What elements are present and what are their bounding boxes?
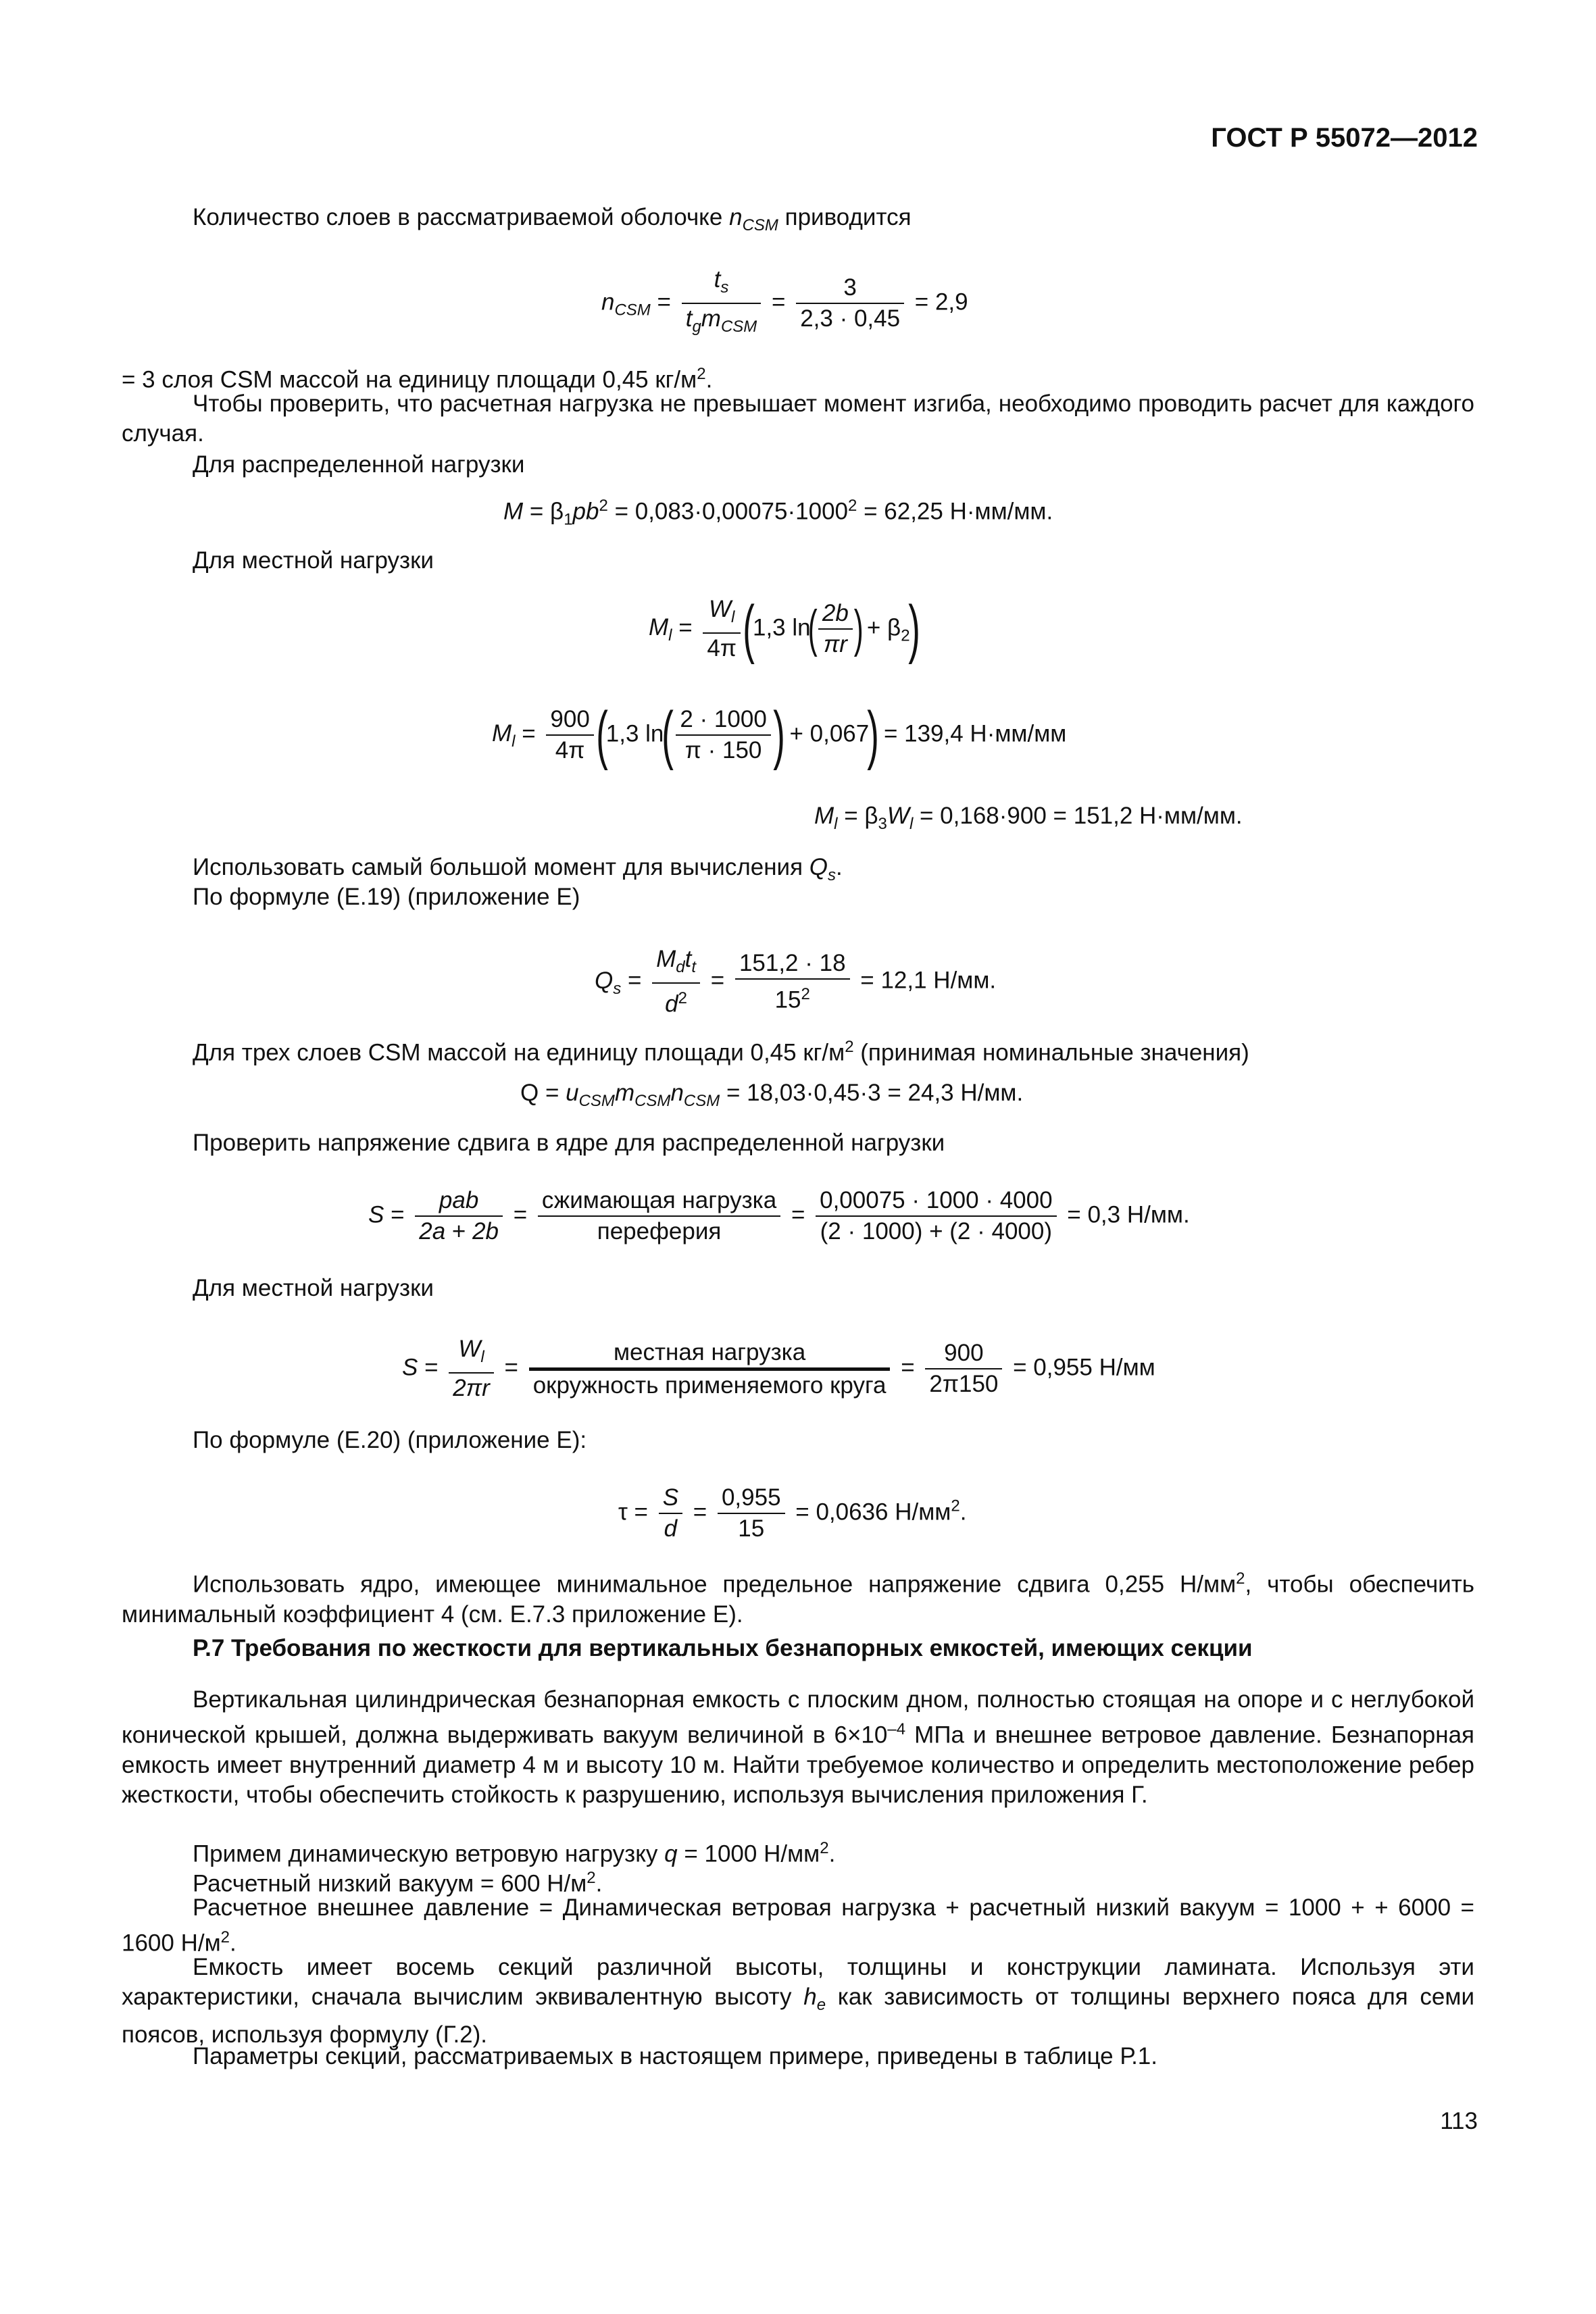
equation-qs: $Q_s$ = $M_dt_t$ $d^2$ = $\frac{151,2 \cdot 18}{15^2}$ = 12,1 Н/мм.: [595, 946, 997, 1017]
paragraph-local: Для местной нагрузки: [193, 547, 434, 574]
paragraph-wind-load: Примем динамическую ветровую нагрузку q = 1000 $Н/мм^2$.: [193, 1839, 836, 1867]
paragraph-formula-e19: По формуле (Е.19) (приложение Е): [193, 884, 580, 910]
paragraph-distributed: Для распределенной нагрузки: [193, 451, 525, 478]
paragraph-largest-moment: Использовать самый большой момент для вычисления $Q_s$.: [193, 854, 843, 884]
paragraph-check-shear: Проверить напряжение сдвига в ядре для распределенной нагрузки: [193, 1130, 945, 1156]
paragraph-vacuum: Расчетный низкий вакуум = 600 $Н/м^2$.: [193, 1869, 603, 1897]
paragraph-check-load: Чтобы проверить, что расчетная нагрузка не превышает момент изгиба, необходимо проводить расчет для каждого случая.: [122, 391, 1474, 447]
ml-beta3-result: 0,168·900 = 151,2 Н·мм/мм.: [940, 803, 1243, 829]
paragraph-layer-count: Количество слоев в рассматриваемой оболочке $n_{CSM}$ приводится: [193, 204, 912, 234]
equation-ml-beta3: $M_l = \beta_3W_l = 0,168\cdot 900 = 151,2$ Н·мм/мм.: [814, 803, 1243, 833]
paragraph-core: Использовать ядро, имеющее минимальное предельное напряжение сдвига 0,255 $Н/мм^2$, чтобы обеспечить минимальный коэффициент 4 (см. Е.7.3 приложение Е).: [122, 1569, 1474, 1628]
paragraph-formula-e20: По формуле (Е.20) (приложение Е):: [193, 1427, 587, 1453]
ncsm-result: 2,9: [934, 288, 968, 316]
ml-calc-result: 139,4 Н·мм/мм: [904, 720, 1067, 747]
section-heading-p7: Р.7 Требования по жесткости для вертикальных безнапорных емкостей, имеющих секции: [193, 1635, 1253, 1661]
document-header: ГОСТ Р 55072—2012: [1211, 123, 1478, 153]
moment-result: 62,25 Н·мм/мм.: [884, 498, 1053, 525]
equation-ml-calc: $M_l$ = $\frac{900}{4\pi}$ (1,3 ln( $\frac{2 \cdot 1000}{\pi \cdot 150}$ ) + 0,067) = 139,4 Н·мм/мм: [492, 699, 1067, 771]
paragraph-local-2: Для местной нагрузки: [193, 1275, 434, 1301]
equation-q: $Q = u_{CSM}m_{CSM}n_{CSM} = 18,03\cdot 0,45\cdot 3 = 24,3$ Н/мм.: [520, 1080, 1024, 1110]
qs-result: 12,1 Н/мм.: [880, 967, 997, 994]
equation-moment-distributed: $M = \beta_1pb^2 = 0,083\cdot 0,00075\cdot 1000^2 = 62,25$ Н·мм/мм.: [503, 497, 1053, 529]
paragraph-sections: Емкость имеет восемь секций различной высоты, толщины и конструкции ламината. Используя эти характеристики, сначала вычислим эквивалентную высоту $h_e$ как зависимость от толщины верхнего пояса для семи поясов, используя формулу (Г.2).: [122, 1954, 1474, 2048]
equation-ncsm: $n_{CSM}$ = $t_s$ $t_gm_{CSM}$ = $\frac{3}{2,3 \cdot 0,45}$ = 2,9: [601, 266, 968, 336]
paragraph-vertical-tank: Вертикальная цилиндрическая безнапорная емкость с плоским дном, полностью стоящая на опоре и с неглубокой конической крышей, должна выдерживать вакуум величиной в $6\times 10^{-4}$ МПа и внешнее ветровое давление. Безнапорная емкость имеет внутренний диаметр 4 м и высоту 10 м. Найти требуемое количество и определить местоположение ребер жесткости, чтобы обеспечить стойкость к разрушению, используя вычисления приложения Г.: [122, 1686, 1474, 1808]
paragraph-three-csm: Для трех слоев CSM массой на единицу площади 0,45 $кг/м^2$ (принимая номинальные значения): [193, 1038, 1249, 1066]
s-local-result: 0,955 Н/мм: [1033, 1354, 1155, 1381]
paragraph-table-ref: Параметры секций, рассматриваемых в настоящем примере, приведены в таблице Р.1.: [193, 2043, 1157, 2069]
s-distributed-result: 0,3 Н/мм.: [1087, 1201, 1190, 1228]
equation-ml-formula: $M_l$ = $\frac{W_l}{4\pi}$ (1,3 ln( $\frac{2b}{\pi r}$ ) + $\beta_2$): [649, 593, 920, 665]
page-number: 113: [1440, 2108, 1478, 2134]
tau-result: 0,0636 Н/мм: [816, 1499, 951, 1526]
equation-s-distributed: S = pab 2a + 2b = сжимающая нагрузка переферия = $\frac{0,00075 \cdot 1000 \cdot 4000}{(2 \cdot 1000) + (2 \cdot 4000)}$ = 0,3 Н/мм.: [368, 1187, 1190, 1244]
paragraph-external-pressure: Расчетное внешнее давление = Динамическая ветровая нагрузка + расчетный низкий вакуум = 1000 + + 6000 = 1600 $Н/м^2$.: [122, 1894, 1474, 1957]
equation-tau: τ = $\frac{S}{d}$ = $\frac{0,955}{15}$ = 0,0636 $Н/мм^2$.: [618, 1484, 967, 1542]
paragraph-three-layers: = 3 слоя CSM массой на единицу площади 0,45 $кг/м^2$.: [122, 365, 713, 393]
moment-values: 0,083·0,00075·1000: [634, 498, 849, 525]
q-result: 18,03·0,45·3 = 24,3 Н/мм.: [747, 1080, 1024, 1106]
equation-s-local: S = $\frac{W_l}{2\pi r}$ = местная нагрузка окружность применяемого круга = $\frac{900}{2\pi 150}$ = 0,955 Н/мм: [402, 1336, 1155, 1401]
